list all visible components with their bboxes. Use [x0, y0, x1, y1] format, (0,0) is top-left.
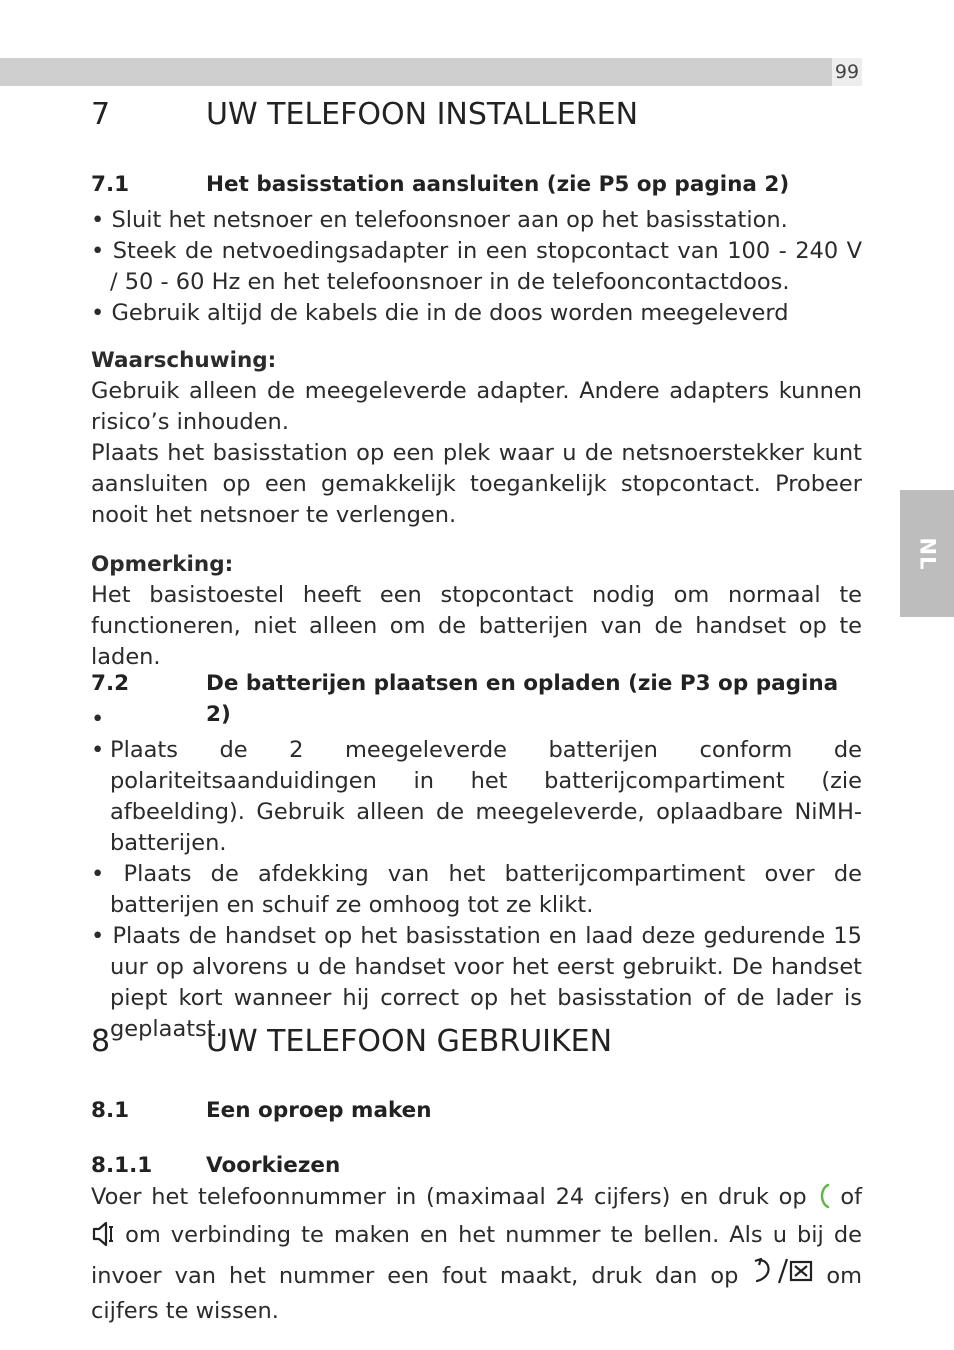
header-bar: [0, 58, 832, 86]
talk-icon: [817, 1183, 831, 1219]
list-item-text: Plaats de 2 meegeleverde batterijen conform de: [110, 737, 862, 763]
subsection-title: Het basisstation aansluiten (zie P5 op pagina 2): [206, 172, 790, 197]
back-icon: [751, 1257, 777, 1295]
page-number: 99: [832, 58, 862, 86]
bullet-marker: • •: [91, 737, 105, 763]
section-8-1-heading: [91, 1095, 862, 1126]
list-item: [91, 704, 862, 859]
language-tab: [900, 490, 954, 617]
subsection-number: 8.1.1: [91, 1153, 153, 1178]
warning-block: [91, 345, 862, 531]
paragraph-text: om cijfers te wissen.: [91, 1263, 862, 1324]
battery-bullet-list: [91, 704, 862, 1045]
dialing-paragraph: [91, 1181, 862, 1328]
list-item: • Steek de netvoedingsadapter in een stopcontact van 100 - 240 V / 50 - 60 Hz en het telefoonsnoer in de telefooncontactdoos.: [91, 236, 862, 298]
section-title: UW TELEFOON INSTALLEREN: [206, 97, 639, 132]
note-text: Het basistoestel heeft een stopcontact nodig om normaal te functioneren, niet alleen om de batterijen van de handset op te laden.: [91, 582, 862, 670]
subsection-number: 8.1: [91, 1098, 130, 1123]
section-8-heading: [91, 1022, 862, 1062]
section-7-heading: [91, 95, 862, 135]
subsection-number: 7.2: [91, 671, 130, 696]
section-number: 7: [91, 97, 111, 132]
list-item: • Gebruik altijd de kabels die in de doos worden meegeleverd: [91, 298, 862, 329]
list-item-text: polariteitsaanduidingen in het batterijcompartiment (zie afbeelding). Gebruik alleen de meegeleverde, oplaadbare NiMH-batterijen.: [110, 768, 862, 856]
language-tab-label: NL: [915, 537, 939, 570]
warning-text: Gebruik alleen de meegeleverde adapter. Andere adapters kunnen risico’s inhouden.: [91, 378, 862, 435]
paragraph-text: om verbinding te maken en het nummer te bellen. Als u bij de invoer van het nummer een fout maakt, druk dan op: [91, 1222, 862, 1289]
subsection-number: 7.1: [91, 172, 130, 197]
list-item-body: [91, 735, 862, 859]
paragraph-text: Voer het telefoonnummer in (maximaal 24 cijfers) en druk op: [91, 1184, 807, 1210]
speaker-icon: [91, 1221, 115, 1257]
section-number: 8: [91, 1024, 111, 1059]
subsection-title: Een oproep maken: [206, 1098, 432, 1123]
list-item: • Sluit het netsnoer en telefoonsnoer aan op het basisstation.: [91, 205, 862, 236]
section-7-1-heading: [91, 169, 862, 200]
delete-icon: [789, 1257, 813, 1295]
note-label: Opmerking:: [91, 552, 234, 577]
slash-separator-icon: [777, 1257, 789, 1295]
note-block: [91, 549, 862, 673]
list-item-content: [110, 735, 862, 859]
subsection-title: Voorkiezen: [206, 1153, 341, 1178]
install-bullet-list: [91, 205, 862, 329]
warning-label: Waarschuwing:: [91, 348, 277, 373]
list-item: • Plaats de handset op het basisstation en laad deze gedurende 15 uur op alvorens u de handset voor het eerst gebruikt. De handset piept kort wanneer hij correct op het basisstation of de lader is geplaatst.: [91, 921, 862, 1045]
subsection-title: De batterijen plaatsen en opladen (zie P3 op pagina 2): [206, 671, 839, 727]
list-item: • Plaats de afdekking van het batterijcompartiment over de batterijen en schuif ze omhoog tot ze klikt.: [91, 859, 862, 921]
paragraph-text: of: [840, 1184, 863, 1210]
warning-text: Plaats het basisstation op een plek waar u de netsnoerstekker kunt aansluiten op een gemakkelijk toegankelijk stopcontact. Probeer nooit het netsnoer te verlengen.: [91, 440, 862, 528]
section-8-1-1-heading: [91, 1150, 862, 1181]
section-title: UW TELEFOON GEBRUIKEN: [206, 1024, 613, 1059]
